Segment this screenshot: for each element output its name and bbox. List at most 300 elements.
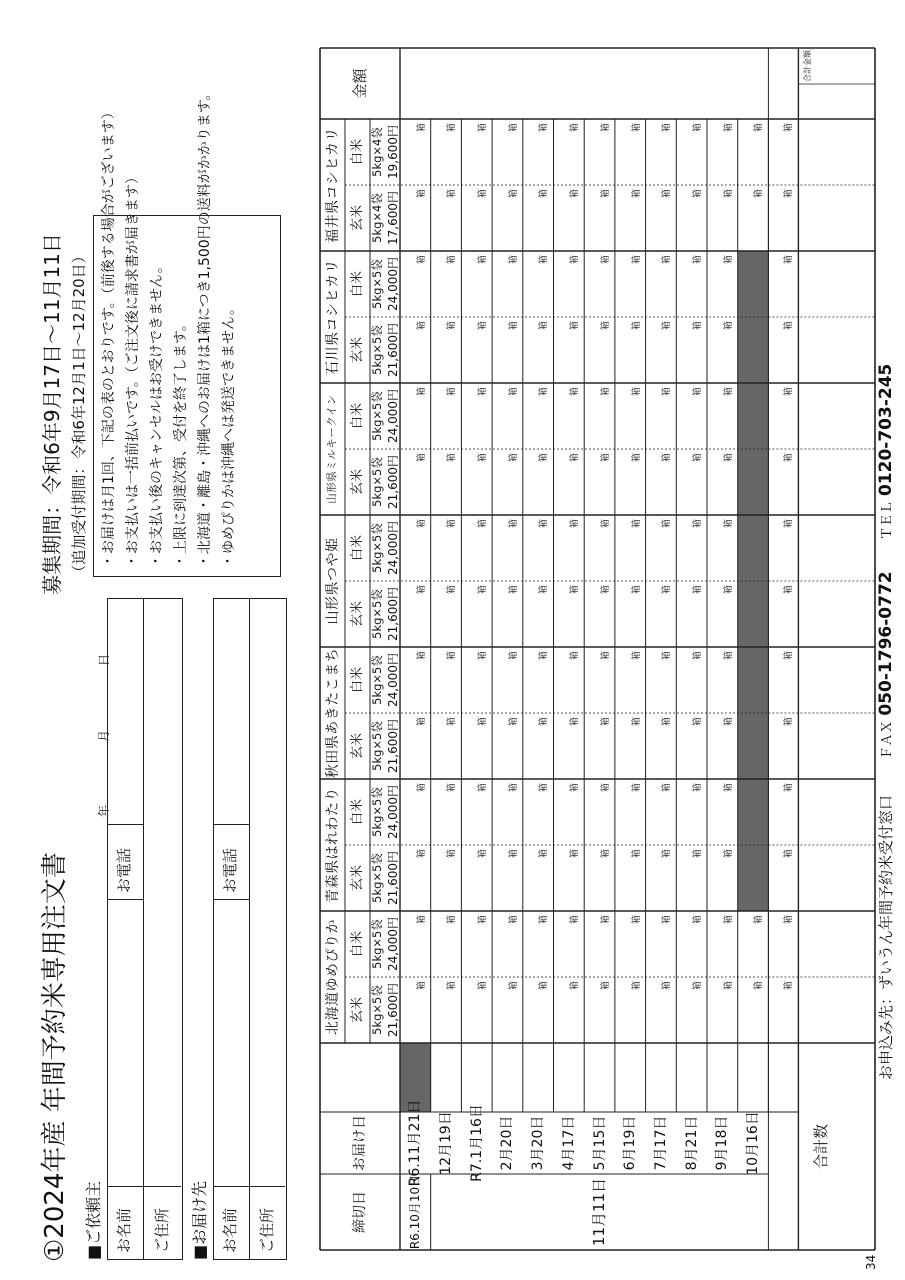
quantity-cell[interactable] [676, 977, 707, 1043]
box-unit: 箱 [478, 651, 489, 661]
quantity-cell[interactable] [676, 251, 707, 317]
box-unit: 箱 [784, 783, 795, 793]
quantity-cell[interactable] [400, 581, 431, 647]
box-unit: 箱 [662, 915, 673, 925]
box-unit: 箱 [600, 123, 611, 133]
total-quantity-cell[interactable] [768, 845, 798, 911]
requester-address-label: ご住所 [153, 1207, 171, 1253]
box-unit: 箱 [447, 783, 458, 793]
quantity-cell[interactable] [707, 119, 738, 185]
box-unit: 箱 [539, 387, 550, 397]
quantity-cell[interactable] [707, 977, 738, 1043]
quantity-cell[interactable] [646, 383, 677, 449]
quantity-cell[interactable] [707, 317, 738, 383]
quantity-cell[interactable] [492, 779, 523, 845]
quantity-cell[interactable] [676, 383, 707, 449]
box-unit: 箱 [570, 651, 581, 661]
quantity-cell[interactable] [554, 911, 585, 977]
quantity-cell[interactable] [492, 713, 523, 779]
box-unit: 箱 [508, 123, 519, 133]
quantity-cell[interactable] [615, 185, 646, 251]
total-quantity-cell[interactable] [768, 317, 798, 383]
quantity-cell[interactable] [461, 449, 492, 515]
total-quantity-cell[interactable] [768, 713, 798, 779]
quantity-cell[interactable] [431, 977, 462, 1043]
quantity-cell[interactable] [431, 911, 462, 977]
price-white: 19,600円 [385, 125, 400, 179]
group-deadline: 11月11日 [590, 1177, 609, 1247]
total-quantity-cell[interactable] [768, 383, 798, 449]
quantity-cell[interactable] [492, 911, 523, 977]
quantity-cell[interactable] [523, 119, 554, 185]
rice-type-white: 白米 [350, 667, 365, 694]
quantity-cell[interactable] [400, 119, 431, 185]
rice-type-white: 白米 [350, 271, 365, 298]
box-unit: 箱 [662, 255, 673, 265]
quantity-cell[interactable] [615, 647, 646, 713]
quantity-cell[interactable] [676, 647, 707, 713]
quantity-cell[interactable] [584, 317, 615, 383]
box-unit: 箱 [600, 189, 611, 199]
quantity-cell[interactable] [584, 977, 615, 1043]
quantity-cell[interactable] [400, 251, 431, 317]
box-unit: 箱 [723, 387, 734, 397]
quantity-cell[interactable] [707, 647, 738, 713]
quantity-cell[interactable] [461, 977, 492, 1043]
row-amount-field[interactable] [615, 48, 646, 119]
box-unit: 箱 [600, 915, 611, 925]
box-unit: 箱 [662, 321, 673, 331]
box-unit: 箱 [539, 849, 550, 859]
quantity-cell[interactable] [676, 779, 707, 845]
quantity-cell[interactable] [554, 713, 585, 779]
quantity-cell[interactable] [523, 383, 554, 449]
quantity-cell[interactable] [431, 251, 462, 317]
requester-heading: ■ご依頼主 [84, 1180, 103, 1260]
quantity-cell[interactable] [554, 383, 585, 449]
quantity-cell[interactable] [676, 185, 707, 251]
quantity-cell[interactable] [431, 185, 462, 251]
quantity-cell[interactable] [646, 845, 677, 911]
quantity-cell[interactable] [584, 515, 615, 581]
quantity-cell[interactable] [554, 449, 585, 515]
total-quantity-cell[interactable] [768, 251, 798, 317]
box-unit: 箱 [662, 849, 673, 859]
quantity-cell[interactable] [707, 911, 738, 977]
quantity-cell[interactable] [676, 119, 707, 185]
box-unit: 箱 [539, 321, 550, 331]
box-unit: 箱 [570, 915, 581, 925]
row-amount-field[interactable] [461, 48, 492, 119]
quantity-cell[interactable] [584, 911, 615, 977]
quantity-cell[interactable] [584, 713, 615, 779]
box-unit: 箱 [662, 981, 673, 991]
grand-total-label: 合計金額 [803, 50, 813, 82]
box-unit: 箱 [723, 717, 734, 727]
delivery-date: 8月21日 [683, 1115, 700, 1171]
quantity-cell[interactable] [554, 581, 585, 647]
box-unit: 箱 [539, 783, 550, 793]
box-unit: 箱 [416, 783, 427, 793]
quantity-cell[interactable] [431, 119, 462, 185]
quantity-cell[interactable] [676, 581, 707, 647]
quantity-cell[interactable] [554, 779, 585, 845]
box-unit: 箱 [508, 783, 519, 793]
quantity-cell[interactable] [615, 779, 646, 845]
quantity-cell[interactable] [676, 845, 707, 911]
box-unit: 箱 [692, 453, 703, 463]
quantity-cell[interactable] [554, 317, 585, 383]
quantity-cell[interactable] [707, 185, 738, 251]
box-unit: 箱 [631, 915, 642, 925]
box-unit: 箱 [570, 453, 581, 463]
quantity-cell[interactable] [584, 383, 615, 449]
quantity-cell[interactable] [707, 845, 738, 911]
product-name: 青森県はれわたり [324, 787, 341, 903]
box-unit: 箱 [784, 255, 795, 265]
rice-type-white: 白米 [350, 535, 365, 562]
quantity-cell[interactable] [523, 185, 554, 251]
box-unit: 箱 [600, 453, 611, 463]
box-unit: 箱 [508, 651, 519, 661]
quantity-cell[interactable] [707, 515, 738, 581]
quantity-cell[interactable] [676, 449, 707, 515]
box-unit: 箱 [508, 255, 519, 265]
box-unit: 箱 [416, 519, 427, 529]
quantity-cell[interactable] [584, 845, 615, 911]
quantity-cell[interactable] [523, 449, 554, 515]
deadline-header: 締切日 [352, 1191, 368, 1233]
quantity-cell[interactable] [615, 383, 646, 449]
quantity-cell[interactable] [738, 911, 769, 977]
quantity-cell[interactable] [707, 449, 738, 515]
quantity-cell[interactable] [554, 845, 585, 911]
row-amount-field[interactable] [523, 48, 554, 119]
quantity-cell[interactable] [554, 119, 585, 185]
quantity-cell[interactable] [431, 383, 462, 449]
box-unit: 箱 [478, 717, 489, 727]
box-unit: 箱 [539, 519, 550, 529]
pack-size-white: 5kg×5袋 [369, 391, 384, 441]
quantity-cell[interactable] [615, 845, 646, 911]
box-unit: 箱 [784, 123, 795, 133]
contact-info [878, 364, 895, 1080]
box-unit: 箱 [784, 651, 795, 661]
quantity-cell[interactable] [492, 185, 523, 251]
quantity-cell[interactable] [492, 449, 523, 515]
quantity-cell[interactable] [492, 317, 523, 383]
quantity-cell[interactable] [400, 977, 431, 1043]
pack-size-white: 5kg×5袋 [369, 787, 384, 837]
box-unit: 箱 [508, 585, 519, 595]
box-unit: 箱 [754, 189, 765, 199]
row-amount-field[interactable] [646, 48, 677, 119]
row-amount-field[interactable] [584, 48, 615, 119]
row-amount-field[interactable] [676, 48, 707, 119]
box-unit: 箱 [784, 915, 795, 925]
quantity-cell[interactable] [492, 647, 523, 713]
quantity-cell[interactable] [615, 713, 646, 779]
quantity-cell[interactable] [492, 515, 523, 581]
quantity-cell[interactable] [461, 317, 492, 383]
quantity-cell[interactable] [707, 251, 738, 317]
quantity-cell[interactable] [523, 845, 554, 911]
quantity-cell[interactable] [738, 977, 769, 1043]
note-item: ・北海道・離島・沖縄へのお届けは1箱につき1,500円の送料がかかります。 [197, 86, 213, 568]
box-unit: 箱 [723, 255, 734, 265]
box-unit: 箱 [631, 783, 642, 793]
pack-size-brown: 5kg×5袋 [369, 721, 384, 771]
box-unit: 箱 [600, 849, 611, 859]
row-amount-field[interactable] [492, 48, 523, 119]
box-unit: 箱 [447, 915, 458, 925]
quantity-cell[interactable] [461, 911, 492, 977]
box-unit: 箱 [508, 453, 519, 463]
quantity-cell[interactable] [492, 383, 523, 449]
quantity-cell[interactable] [461, 251, 492, 317]
quantity-cell[interactable] [461, 581, 492, 647]
product-name: 北海道ゆめぴりか [324, 919, 341, 1035]
quantity-cell[interactable] [615, 119, 646, 185]
box-unit: 箱 [723, 585, 734, 595]
tel-label: ＴＥＬ [880, 500, 895, 540]
box-unit: 箱 [570, 321, 581, 331]
box-unit: 箱 [416, 189, 427, 199]
row-amount-field[interactable] [400, 48, 431, 119]
delivery-date: 3月20日 [530, 1115, 547, 1171]
row-amount-field[interactable] [431, 48, 462, 119]
box-unit: 箱 [447, 123, 458, 133]
amount-header: 金額 [350, 68, 369, 99]
quantity-cell[interactable] [584, 185, 615, 251]
total-quantity-cell[interactable] [768, 449, 798, 515]
quantity-cell[interactable] [431, 515, 462, 581]
quantity-cell[interactable] [707, 713, 738, 779]
total-quantity-cell[interactable] [768, 911, 798, 977]
quantity-cell[interactable] [584, 251, 615, 317]
quantity-cell[interactable] [431, 449, 462, 515]
quantity-cell[interactable] [646, 251, 677, 317]
quantity-cell[interactable] [400, 713, 431, 779]
box-unit: 箱 [631, 189, 642, 199]
quantity-cell[interactable] [400, 647, 431, 713]
total-quantity-cell[interactable] [768, 119, 798, 185]
total-quantity-cell[interactable] [768, 977, 798, 1043]
quantity-cell[interactable] [431, 317, 462, 383]
quantity-cell[interactable] [523, 251, 554, 317]
quantity-cell[interactable] [615, 449, 646, 515]
quantity-cell[interactable] [646, 119, 677, 185]
quantity-cell[interactable] [646, 647, 677, 713]
box-unit: 箱 [662, 453, 673, 463]
box-unit: 箱 [784, 981, 795, 991]
box-unit: 箱 [662, 123, 673, 133]
note-item: ・お支払いは一括前払いです。（ご注文後に請求書が届きます） [125, 170, 141, 568]
quantity-cell[interactable] [615, 977, 646, 1043]
quantity-cell[interactable] [584, 581, 615, 647]
quantity-cell[interactable] [646, 911, 677, 977]
quantity-cell[interactable] [400, 779, 431, 845]
quantity-cell[interactable] [676, 515, 707, 581]
quantity-cell[interactable] [554, 515, 585, 581]
quantity-cell[interactable] [461, 185, 492, 251]
quantity-cell[interactable] [431, 779, 462, 845]
quantity-cell[interactable] [461, 779, 492, 845]
quantity-cell[interactable] [707, 383, 738, 449]
box-unit: 箱 [692, 783, 703, 793]
product-name: 石川県コシヒカリ [324, 259, 341, 375]
delivery-header: お届け日 [352, 1115, 368, 1171]
quantity-cell[interactable] [400, 317, 431, 383]
quantity-cell[interactable] [584, 779, 615, 845]
quantity-cell[interactable] [646, 317, 677, 383]
box-unit: 箱 [692, 651, 703, 661]
quantity-cell[interactable] [523, 515, 554, 581]
box-unit: 箱 [478, 387, 489, 397]
box-unit: 箱 [570, 585, 581, 595]
quantity-cell[interactable] [400, 911, 431, 977]
quantity-cell[interactable] [707, 581, 738, 647]
contact-prefix: お申込み先：ずいうん年間予約米受付窓口 [877, 794, 895, 1080]
box-unit: 箱 [600, 387, 611, 397]
quantity-cell[interactable] [554, 977, 585, 1043]
quantity-cell[interactable] [676, 713, 707, 779]
quantity-cell[interactable] [646, 185, 677, 251]
quantity-cell[interactable] [554, 251, 585, 317]
total-quantity-cell[interactable] [768, 581, 798, 647]
quantity-cell[interactable] [738, 185, 769, 251]
quantity-cell[interactable] [615, 515, 646, 581]
box-unit: 箱 [508, 387, 519, 397]
box-unit: 箱 [570, 981, 581, 991]
quantity-cell[interactable] [646, 779, 677, 845]
quantity-cell[interactable] [431, 647, 462, 713]
quantity-cell[interactable] [461, 515, 492, 581]
quantity-cell[interactable] [646, 515, 677, 581]
box-unit: 箱 [723, 123, 734, 133]
row-amount-field[interactable] [738, 48, 769, 119]
quantity-cell[interactable] [584, 647, 615, 713]
delivery-date: 7月17日 [652, 1115, 669, 1171]
quantity-cell[interactable] [523, 713, 554, 779]
quantity-cell[interactable] [676, 317, 707, 383]
box-unit: 箱 [723, 915, 734, 925]
box-unit: 箱 [478, 849, 489, 859]
pack-size-brown: 5kg×5袋 [369, 325, 384, 375]
quantity-cell[interactable] [492, 119, 523, 185]
quantity-cell[interactable] [400, 515, 431, 581]
total-quantity-cell[interactable] [768, 185, 798, 251]
delivery-date: 6月19日 [622, 1115, 639, 1171]
additional-period: （追加受付期間：令和6年12月1日～12月20日） [70, 248, 88, 580]
quantity-cell[interactable] [646, 977, 677, 1043]
fax-number: 050-1796-0772 [876, 571, 896, 716]
quantity-cell[interactable] [461, 119, 492, 185]
rice-type-brown: 玄米 [350, 733, 365, 760]
quantity-cell[interactable] [492, 581, 523, 647]
box-unit: 箱 [692, 585, 703, 595]
quantity-cell[interactable] [615, 317, 646, 383]
total-quantity-cell[interactable] [768, 515, 798, 581]
quantity-cell[interactable] [523, 317, 554, 383]
row-amount-field[interactable] [554, 48, 585, 119]
rice-type-brown: 玄米 [350, 205, 365, 232]
box-unit: 箱 [539, 915, 550, 925]
box-unit: 箱 [631, 849, 642, 859]
quantity-cell[interactable] [738, 119, 769, 185]
date-month-label: 月 [97, 729, 111, 742]
quantity-cell[interactable] [461, 647, 492, 713]
quantity-cell[interactable] [431, 713, 462, 779]
quantity-cell[interactable] [523, 911, 554, 977]
quantity-cell[interactable] [431, 581, 462, 647]
row-amount-field[interactable] [707, 48, 738, 119]
price-brown: 21,600円 [385, 455, 400, 509]
box-unit: 箱 [631, 717, 642, 727]
note-item: ・ゆめぴりかは沖縄へは発送できません。 [221, 301, 237, 568]
quantity-cell[interactable] [492, 251, 523, 317]
quantity-cell[interactable] [431, 845, 462, 911]
box-unit: 箱 [478, 255, 489, 265]
box-unit: 箱 [723, 519, 734, 529]
quantity-cell[interactable] [461, 713, 492, 779]
price-brown: 21,600円 [385, 323, 400, 377]
quantity-cell[interactable] [461, 845, 492, 911]
rice-type-brown: 玄米 [350, 469, 365, 496]
quantity-cell[interactable] [584, 449, 615, 515]
total-quantity-cell[interactable] [768, 779, 798, 845]
quantity-cell[interactable] [400, 449, 431, 515]
quantity-cell[interactable] [615, 251, 646, 317]
box-unit: 箱 [784, 387, 795, 397]
quantity-cell[interactable] [523, 581, 554, 647]
box-unit: 箱 [662, 519, 673, 529]
box-unit: 箱 [447, 585, 458, 595]
quantity-cell[interactable] [615, 581, 646, 647]
box-unit: 箱 [539, 717, 550, 727]
quantity-cell[interactable] [400, 383, 431, 449]
grand-total-field[interactable] [798, 84, 875, 119]
quantity-cell[interactable] [615, 911, 646, 977]
quantity-cell[interactable] [492, 977, 523, 1043]
quantity-cell[interactable] [400, 845, 431, 911]
box-unit: 箱 [508, 915, 519, 925]
quantity-cell[interactable] [523, 647, 554, 713]
quantity-cell[interactable] [523, 779, 554, 845]
quantity-cell[interactable] [646, 581, 677, 647]
quantity-cell[interactable] [461, 383, 492, 449]
box-unit: 箱 [631, 321, 642, 331]
quantity-cell[interactable] [400, 185, 431, 251]
quantity-cell[interactable] [584, 119, 615, 185]
quantity-cell[interactable] [554, 647, 585, 713]
quantity-cell[interactable] [707, 779, 738, 845]
recruitment-period: 募集期間：令和6年9月17日～11月11日 [40, 233, 64, 595]
delivery-date: 4月17日 [560, 1115, 577, 1171]
rice-type-white: 白米 [350, 139, 365, 166]
box-unit: 箱 [662, 717, 673, 727]
quantity-cell[interactable] [523, 977, 554, 1043]
pack-size-brown: 5kg×5袋 [369, 985, 384, 1035]
quantity-cell[interactable] [554, 185, 585, 251]
quantity-cell[interactable] [492, 845, 523, 911]
quantity-cell[interactable] [646, 713, 677, 779]
box-unit: 箱 [631, 519, 642, 529]
quantity-cell[interactable] [646, 449, 677, 515]
quantity-cell[interactable] [676, 911, 707, 977]
total-quantity-cell[interactable] [768, 647, 798, 713]
box-unit: 箱 [692, 321, 703, 331]
